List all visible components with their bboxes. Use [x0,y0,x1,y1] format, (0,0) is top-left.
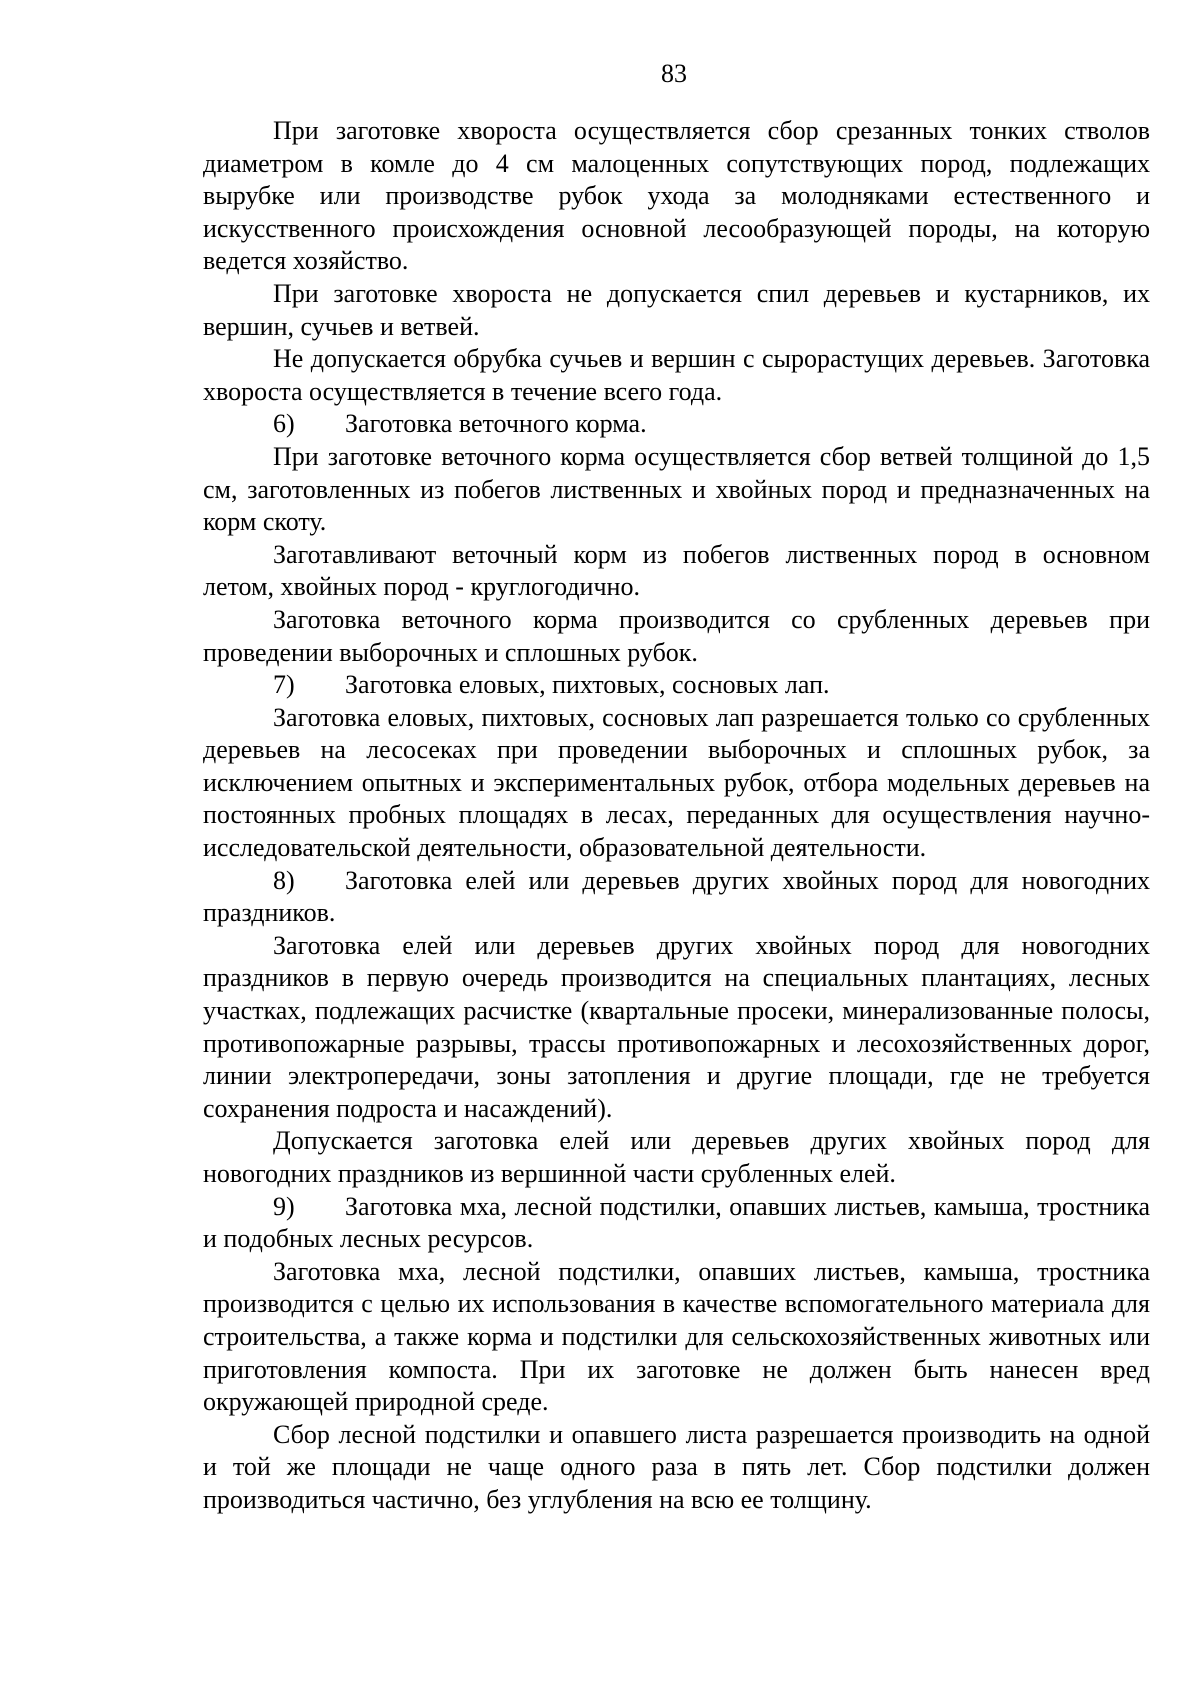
list-item-text: Заготовка веточного корма. [345,409,647,439]
list-item-number: 9) [273,1191,295,1221]
document-body [203,115,1150,1517]
list-item [203,408,1150,441]
paragraph: Заготовка мха, лесной подстилки, опавших листьев, камыша, тростника производится с целью их использования в качестве вспомогательного материала для строительства, а также корма и подстилки для сельскохозяйственных животных или приготовления компоста. При их заготовке не должен быть нанесен вред окружающей природной среде. [203,1256,1150,1417]
paragraph: Не допускается обрубка сучьев и вершин с сырорастущих деревьев. Заготовка хвороста осуществляется в течение всего года. [203,344,1150,406]
paragraph: Допускается заготовка елей или деревьев других хвойных пород для новогодних праздников из вершинной части срубленных елей. [203,1126,1150,1188]
list-item-number: 6) [273,409,295,439]
paragraph: Заготовка елей или деревьев других хвойных пород для новогодних праздников в первую очередь производится на специальных плантациях, лесных участках, подлежащих расчистке (квартальные просеки, минерализованные полосы, противопожарные разрывы, трассы противопожарных и лесохозяйственных дорог, линии электропередачи, зоны затопления и другие площади, где не требуется сохранения подроста и насаждений). [203,930,1150,1123]
paragraph: При заготовке веточного корма осуществляется сбор ветвей толщиной до 1,5 см, заготовленных из побегов лиственных и хвойных пород и предназначенных на корм скоту. [203,441,1150,537]
list-item [203,669,1150,702]
list-item-text: Заготовка елей или деревьев других хвойных пород для новогодних праздников. [203,865,1150,928]
paragraph: При заготовке хвороста не допускается спил деревьев и кустарников, их вершин, сучьев и ветвей. [203,278,1150,341]
paragraph: Заготовка еловых, пихтовых, сосновых лап разрешается только со срубленных деревьев на лесосеках при проведении выборочных и сплошных рубок, за исключением опытных и экспериментальных рубок, отбора модельных деревьев на постоянных пробных площадях в лесах, переданных для осуществления научно-исследовательской деятельности, образовательной деятельности. [203,702,1150,863]
paragraph: Заготовка веточного корма производится со срубленных деревьев при проведении выборочных и сплошных рубок. [203,604,1150,667]
paragraph: Сбор лесной подстилки и опавшего листа разрешается производить на одной и той же площади не чаще одного раза в пять лет. Сбор подстилки должен производиться частично, без углубления на всю ее толщину. [203,1419,1150,1514]
list-item-number: 7) [273,670,295,700]
paragraph: При заготовке хвороста осуществляется сбор срезанных тонких стволов диаметром в комле до 4 см малоценных сопутствующих пород, подлежащих вырубке или производстве рубок ухода за молодняками естественного и искусственного происхождения основной лесообразующей породы, на которую ведется хозяйство. [203,116,1150,276]
list-item [203,1191,1150,1256]
list-item-number: 8) [273,865,295,895]
page-number: 83 [661,59,687,88]
paragraph: Заготавливают веточный корм из побегов лиственных пород в основном летом, хвойных пород - круглогодично. [203,539,1150,602]
list-item [203,865,1150,930]
list-item-text: Заготовка мха, лесной подстилки, опавших листьев, камыша, тростника и подобных лесных ресурсов. [203,1191,1150,1254]
list-item-text: Заготовка еловых, пихтовых, сосновых лап. [345,670,830,700]
